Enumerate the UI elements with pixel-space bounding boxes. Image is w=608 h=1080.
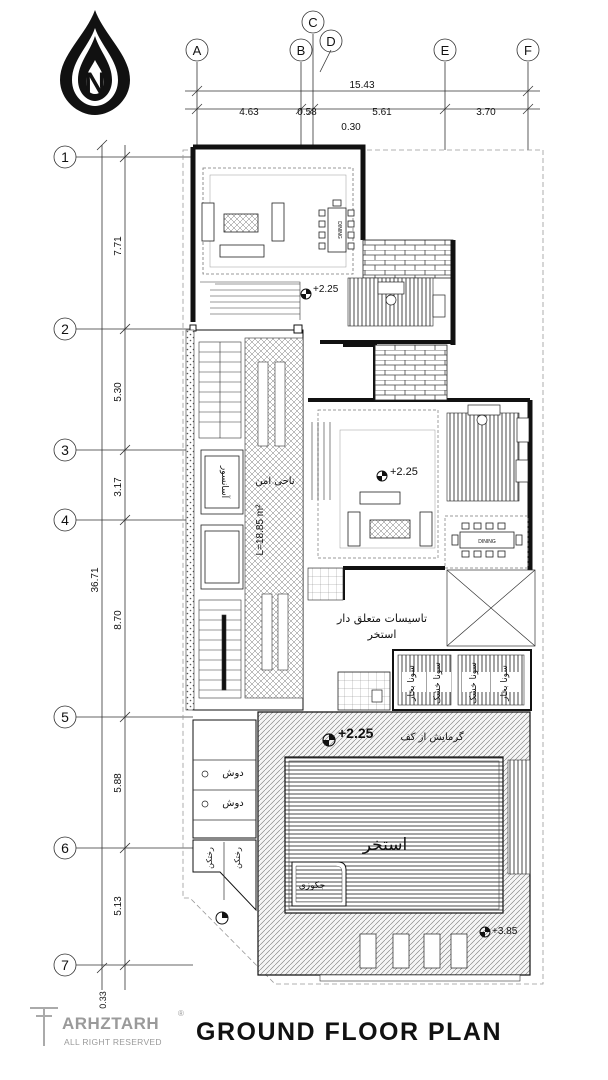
grid-col-f: F	[524, 43, 532, 58]
pool-label: استخر	[362, 835, 408, 855]
sauna-dry-label-2: سونا خشک	[469, 662, 479, 704]
dim-a-b: 4.63	[239, 107, 259, 118]
pool-facilities-label-2: استخر	[367, 628, 397, 641]
dim-row-2-3: 5.30	[113, 382, 124, 402]
west-shower-block	[193, 720, 256, 838]
stair-central-icon	[312, 422, 330, 500]
pool-facilities-area	[336, 612, 427, 641]
dim-total-width: 15.43	[349, 80, 375, 91]
stair-core-lower-icon	[199, 600, 241, 698]
grid-row-5: 5	[61, 709, 69, 725]
grid-col-d: D	[326, 34, 336, 49]
grid-row-3: 3	[61, 442, 69, 458]
dim-row-7-end: 0.33	[98, 991, 108, 1009]
grid-col-b: B	[296, 43, 306, 58]
dim-row-4-5: 8.70	[113, 610, 124, 630]
sauna-steam-label: سونا بخار	[407, 665, 417, 701]
grid-col-e: E	[440, 43, 450, 58]
dim-row-3-4: 3.17	[113, 477, 124, 497]
sofa-set-central-icon	[348, 492, 432, 546]
dim-row-6-7: 5.13	[113, 896, 124, 916]
level-living: +2.25	[390, 466, 418, 478]
upper-living-block	[193, 147, 363, 322]
north-letter: N	[84, 67, 106, 100]
dim-c-d: 0.30	[341, 122, 361, 133]
changing-label-1: رختکن	[205, 847, 214, 869]
dining-upper-label: DINING	[336, 221, 342, 239]
logo-name: ARHZTARH	[62, 1014, 160, 1033]
safe-room-label: ناحی امن	[255, 476, 295, 487]
logo-mark-icon	[30, 1008, 58, 1046]
west-service-core	[186, 325, 303, 710]
stair-core-upper-icon	[199, 342, 241, 438]
sauna-steam-label-2: سونا بخار	[500, 665, 510, 701]
jacuzzi-label: جکوزی	[298, 881, 326, 891]
elevator-label: آسانسور	[219, 465, 229, 499]
grid-col-c: C	[308, 15, 318, 30]
level-yard: +3.85	[492, 926, 518, 937]
level-upper: +2.25	[313, 284, 339, 295]
level-marker-pool-icon	[323, 734, 335, 746]
pool-heat-label: گرمایش از کف	[400, 732, 464, 743]
level-marker-living-icon	[377, 471, 387, 481]
grid-row-7: 7	[61, 957, 69, 973]
dim-e-f: 3.70	[476, 107, 496, 118]
entry-arrow-icon	[216, 912, 228, 924]
dim-row-5-6: 5.88	[113, 773, 124, 793]
dim-b-c: 0.58	[297, 107, 317, 118]
grid-row-6: 6	[61, 840, 69, 856]
shower-2-label: دوش	[222, 798, 244, 809]
logo-subtitle: ALL RIGHT RESERVED	[64, 1037, 162, 1047]
changing-label-2: رختکن	[233, 847, 242, 869]
void-shaft	[447, 570, 535, 646]
grid-row-4: 4	[61, 512, 69, 528]
sauna-dry-label: سونا خشک	[433, 662, 443, 704]
wc-pool	[338, 672, 390, 710]
grid-row-1: 1	[61, 149, 69, 165]
changing-rooms	[193, 840, 256, 910]
level-pool: +2.25	[338, 725, 374, 741]
page-title: GROUND FLOOR PLAN	[196, 1018, 503, 1046]
central-living-block	[308, 345, 530, 600]
dining-lower-label: DINING	[478, 539, 496, 545]
grid-col-a: A	[192, 43, 202, 58]
grid-row-2: 2	[61, 321, 69, 337]
level-marker-upper-icon	[301, 289, 311, 299]
logo-reg: ®	[178, 1009, 184, 1018]
area-label: L=18.85 m²	[255, 504, 266, 556]
shower-1-label: دوش	[222, 768, 244, 779]
north-arrow-icon	[60, 10, 130, 115]
dim-total-height: 36.71	[90, 567, 101, 593]
dim-d-e: 5.61	[372, 107, 392, 118]
level-marker-yard-icon	[480, 927, 490, 937]
grid-axis-rows	[54, 140, 193, 990]
dim-row-1-2: 7.71	[113, 236, 124, 256]
pool-facilities-label: تاسیسات متعلق دار	[336, 612, 428, 625]
